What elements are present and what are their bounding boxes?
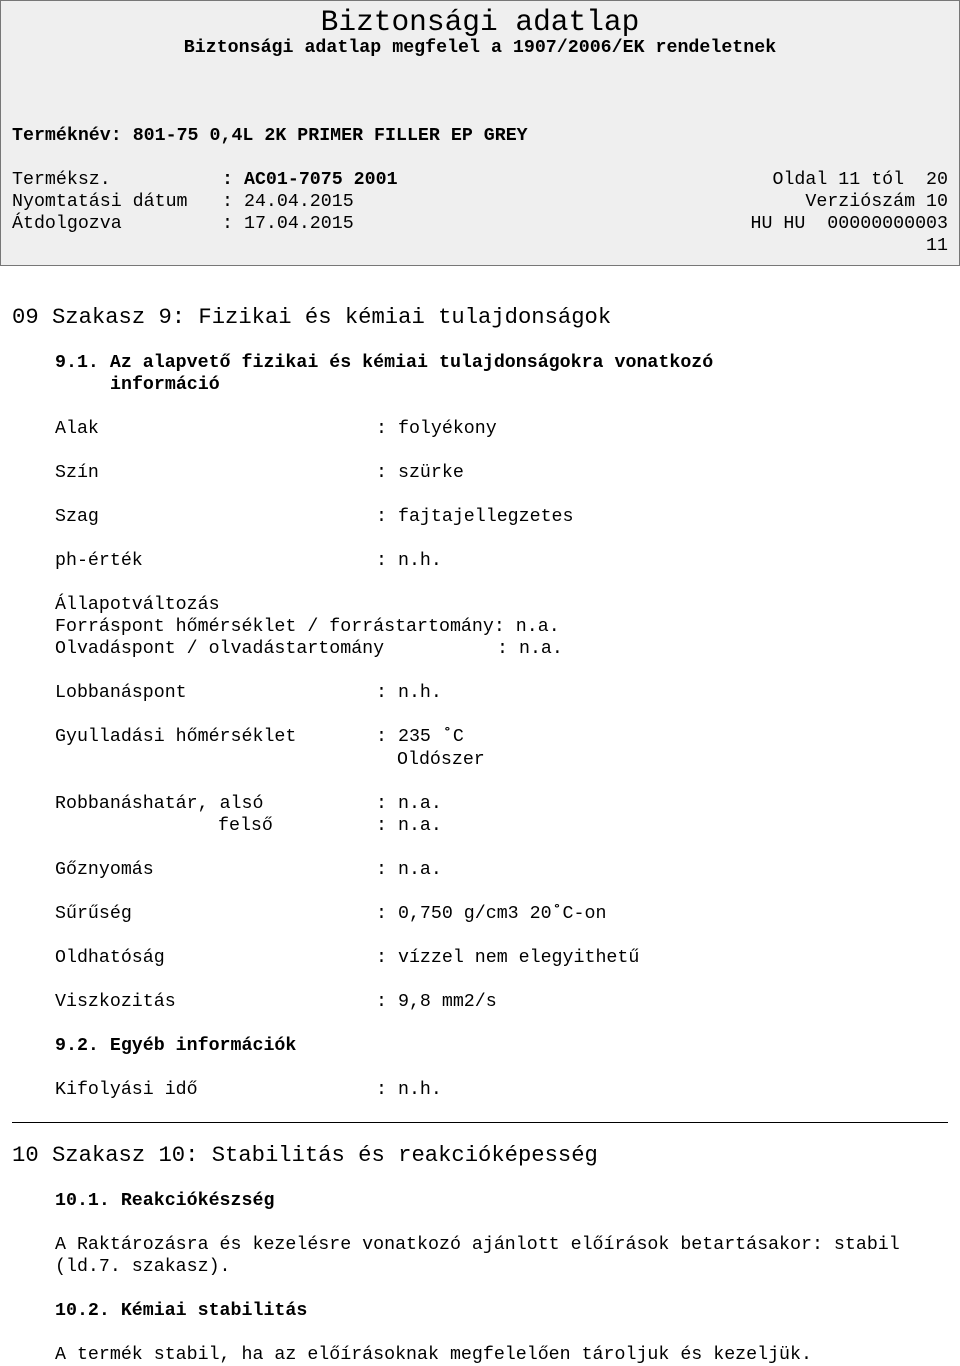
odor-value xyxy=(376,507,574,527)
separator: : xyxy=(376,794,387,814)
odor-value-text: fajtajellegzetes xyxy=(397,507,574,527)
separator: : xyxy=(497,639,508,659)
product-number xyxy=(222,170,398,190)
ignition-temp-value-text: 235 ˚C xyxy=(397,727,464,747)
melting-point-value-text: n.a. xyxy=(518,639,563,659)
viscosity-label: Viszkozitás xyxy=(55,992,176,1012)
product-name-line xyxy=(12,126,528,146)
flash-point-label: Lobbanáspont xyxy=(55,683,187,703)
separator: : xyxy=(376,507,387,527)
document-title: Biztonsági adatlap xyxy=(320,5,640,39)
separator: : xyxy=(222,170,233,190)
color-label: Szín xyxy=(55,463,99,483)
boiling-point-label: Forráspont hőmérséklet / forrástartomány xyxy=(55,617,494,637)
revised-date-value: 17.04.2015 xyxy=(243,214,354,234)
viscosity-value-text: 9,8 mm2/s xyxy=(397,992,497,1012)
explosion-limit-upper-label: felső xyxy=(218,816,273,836)
separator: : xyxy=(376,683,387,703)
boiling-point-value: n.a. xyxy=(515,617,560,637)
flash-point-value xyxy=(376,683,442,703)
form-label: Alak xyxy=(55,419,99,439)
ignition-temp-label: Gyulladási hőmérséklet xyxy=(55,727,297,747)
separator: : xyxy=(376,551,387,571)
document-code: HU HU 00000000003 xyxy=(750,214,948,234)
product-name: 801-75 0,4L 2K PRIMER FILLER EP GREY xyxy=(132,126,528,146)
section-10-heading: 10 Szakasz 10: Stabilitás és reakcióképesség xyxy=(12,1143,598,1168)
melting-point-label: Olvadáspont / olvadástartomány xyxy=(55,639,385,659)
explosion-limit-upper-value xyxy=(376,816,442,836)
explosion-limit-lower-value-text: n.a. xyxy=(397,794,442,814)
print-date-label: Nyomtatási dátum xyxy=(12,192,188,212)
viscosity-value xyxy=(376,992,497,1012)
ph-value xyxy=(376,551,442,571)
document-subtitle: Biztonsági adatlap megfelel a 1907/2006/EK rendeletnek xyxy=(183,38,777,58)
separator: : xyxy=(376,992,387,1012)
separator: : xyxy=(376,419,387,439)
flow-time-label: Kifolyási idő xyxy=(55,1080,198,1100)
section-9-heading: 09 Szakasz 9: Fizikai és kémiai tulajdonságok xyxy=(12,305,612,330)
revised-label: Átdolgozva xyxy=(12,214,122,234)
explosion-limit-lower-line xyxy=(55,794,263,814)
separator: : xyxy=(376,948,387,968)
subsection-9-1-title-cont: információ xyxy=(110,375,220,395)
subsection-10-1-text-line: (ld.7. szakasz). xyxy=(55,1257,231,1277)
boiling-point-line xyxy=(55,617,560,637)
solubility-label: Oldhatóság xyxy=(55,948,165,968)
explosion-limit-label: Robbanáshatár, xyxy=(55,794,209,814)
ignition-temp-note: Oldószer xyxy=(397,750,485,770)
separator: : xyxy=(376,904,387,924)
separator: : xyxy=(376,1080,387,1100)
separator: : xyxy=(222,192,233,212)
section-divider xyxy=(12,1122,948,1123)
revised-date xyxy=(222,214,354,234)
page-info: Oldal 11 tól 20 xyxy=(772,170,948,190)
subsection-10-1-text-line: A Raktározásra és kezelésre vonatkozó ajánlott előírások betartásakor: stabil xyxy=(55,1235,900,1255)
vapor-pressure-label: Gőznyomás xyxy=(55,860,154,880)
separator: : xyxy=(493,617,505,637)
color-value xyxy=(376,463,464,483)
state-change-label: Állapotváltozás xyxy=(55,595,220,615)
form-value xyxy=(376,419,497,439)
density-value xyxy=(376,904,606,924)
subsection-9-1-title: 9.1. Az alapvető fizikai és kémiai tulajdonságokra vonatkozó xyxy=(55,353,714,373)
subsection-10-1-title: 10.1. Reakciókészség xyxy=(55,1191,275,1211)
subsection-9-2-title: 9.2. Egyéb információk xyxy=(55,1036,297,1056)
flash-point-value-text: n.h. xyxy=(397,683,442,703)
subsection-10-2-title: 10.2. Kémiai stabilitás xyxy=(55,1301,308,1321)
ignition-temp-value xyxy=(376,727,464,747)
solubility-value xyxy=(376,948,639,968)
print-date-value: 24.04.2015 xyxy=(243,192,354,212)
product-number-label: Terméksz. xyxy=(12,170,111,190)
ph-label: ph-érték xyxy=(55,551,143,571)
density-value-text: 0,750 g/cm3 20˚C-on xyxy=(397,904,607,924)
melting-point-value xyxy=(497,639,563,659)
solubility-value-text: vízzel nem elegyithetű xyxy=(397,948,640,968)
form-value-text: folyékony xyxy=(397,419,497,439)
product-name-label: Terméknév: xyxy=(12,126,122,146)
subsection-10-2-text-line: A termék stabil, ha az előírásoknak megfelelően tároljuk és kezeljük. xyxy=(55,1345,812,1365)
separator: : xyxy=(376,860,387,880)
explosion-limit-lower-label: alsó xyxy=(219,794,264,814)
separator: : xyxy=(376,463,387,483)
vapor-pressure-value xyxy=(376,860,442,880)
separator: : xyxy=(376,816,387,836)
density-label: Sűrűség xyxy=(55,904,132,924)
ph-value-text: n.h. xyxy=(397,551,442,571)
print-date xyxy=(222,192,354,212)
explosion-limit-lower-value xyxy=(376,794,442,814)
flow-time-value-text: n.h. xyxy=(397,1080,442,1100)
color-value-text: szürke xyxy=(397,463,464,483)
flow-time-value xyxy=(376,1080,442,1100)
odor-label: Szag xyxy=(55,507,99,527)
separator: : xyxy=(376,727,387,747)
product-number-value: AC01-7075 2001 xyxy=(243,170,398,190)
explosion-limit-upper-value-text: n.a. xyxy=(397,816,442,836)
document-code-suffix: 11 xyxy=(926,236,948,256)
vapor-pressure-value-text: n.a. xyxy=(397,860,442,880)
version-number: Verziószám 10 xyxy=(805,192,948,212)
separator: : xyxy=(222,214,233,234)
